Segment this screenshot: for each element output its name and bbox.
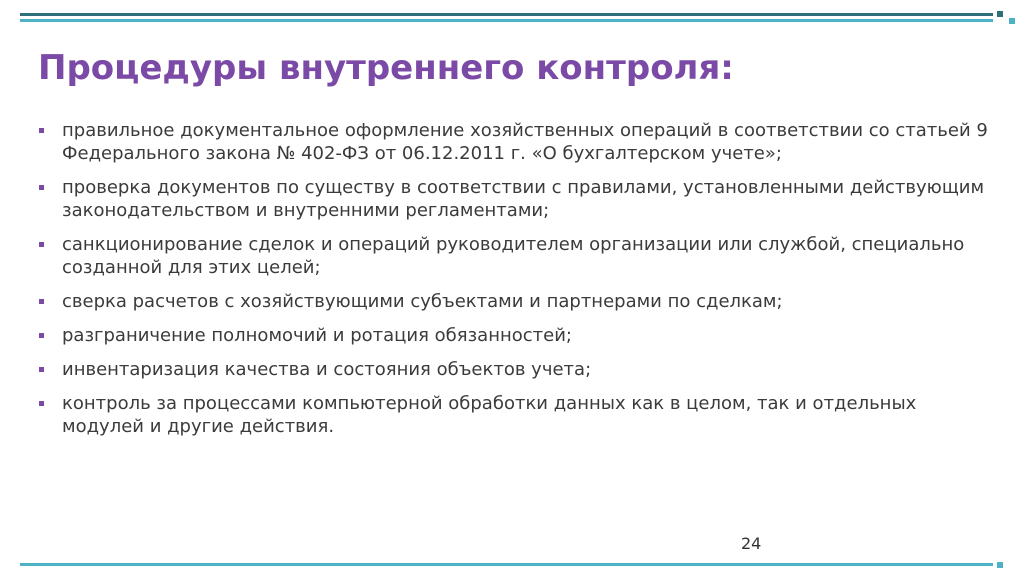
bullet-item — [38, 392, 998, 438]
bullet-text: проверка документов по существу в соответствии с правилами, установленными действующим законодательством и внутренними регламентами; — [62, 177, 985, 221]
bullet-text: инвентаризация качества и состояния объектов учета; — [62, 359, 592, 380]
top-rule-dark-line — [20, 13, 993, 16]
bullet-text: разграничение полномочий и ротация обязанностей; — [62, 325, 572, 346]
bullet-item — [38, 358, 998, 381]
bullet-square-icon — [39, 128, 44, 133]
bullet-square-icon — [39, 299, 44, 304]
bullet-list — [38, 119, 998, 449]
bullet-item — [38, 233, 998, 279]
bullet-square-icon — [39, 185, 44, 190]
bullet-square-icon — [39, 242, 44, 247]
bullet-text: контроль за процессами компьютерной обработки данных как в целом, так и отдельных модулей и другие действия. — [62, 393, 917, 437]
top-rule-light-line — [20, 19, 993, 22]
slide-title: Процедуры внутреннего контроля: — [38, 48, 734, 88]
bullet-square-icon — [39, 367, 44, 372]
top-rule-square-dark — [997, 11, 1003, 17]
bullet-text: сверка расчетов с хозяйствующими субъектами и партнерами по сделкам; — [62, 291, 783, 312]
bottom-rule-square — [997, 562, 1003, 568]
bullet-square-icon — [39, 401, 44, 406]
bullet-item — [38, 176, 998, 222]
bullet-item — [38, 290, 998, 313]
page-number: 24 — [741, 534, 762, 553]
bullet-text: правильное документальное оформление хозяйственных операций в соответствии со статьей 9 Федерального закона № 402-ФЗ от 06.12.2011 г. «О бухгалтерском учете»; — [62, 120, 988, 164]
bullet-item — [38, 119, 998, 165]
bullet-text: санкционирование сделок и операций руководителем организации или службой, специально созданной для этих целей; — [62, 234, 965, 278]
top-rule-square-light — [1009, 18, 1015, 24]
bottom-decorative-rule — [20, 563, 993, 566]
bullet-item — [38, 324, 998, 347]
bullet-square-icon — [39, 333, 44, 338]
